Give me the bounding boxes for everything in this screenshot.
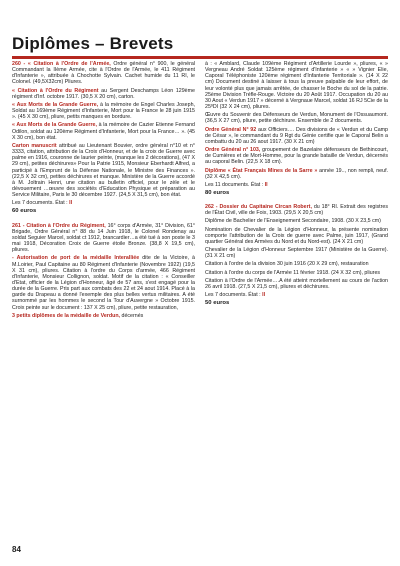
page-number: 84	[12, 545, 21, 554]
lot-262-item-6: Citation à l'ordre du corps de l'Armée 11 février 1918. (24 X 32 cm), pliures	[205, 269, 381, 276]
left-column	[12, 61, 195, 321]
lot-262-header: 262 - Dossier du Capitaine Circan Robert, du 18° RI. Extrait des registres de l'État Civil, ville de Foix, 1903. (29,5 X 20,5 cm)	[205, 204, 388, 217]
lot-262-price: 50 euros	[205, 300, 230, 307]
lot-262-item-4: Chevalier de la Légion d'Honneur Septembre 1917 (Ministère de la Guerre). (31 X 21 cm)	[205, 247, 388, 260]
lot-260-price: 60 euros	[12, 208, 37, 215]
lot-262-item-5: Citation à l'ordre de la division 30 juin 1916 (20 X 29 cm), restauration	[205, 261, 369, 268]
lot-262-condition: Les 7 documents. État : II	[205, 292, 266, 298]
lot-261-continued-3: Ordre Général N° 92 aux Officiers…. Des divisions de « Verdun et du Camp de César », le commandant du 9 Rgt du Génie certifie que le Caporal Belin a combattu du 20 au 26 aout 1917. (30 X 21 cm)	[205, 126, 388, 145]
page-title: Diplômes – Brevets	[12, 34, 174, 53]
lot-261-citation-1: 261 - Citation à l'Ordre du Régiment, 16° corps d'Armée, 31° Division, 61° Brigade, Ordre Général n° 88 du 14 Juin 1918, le Colonel Rondenay au soldat Seguier Marcel, soldat ct 1912, brancardier…a été tué à son poste le 3 mai 1918, Décoration Croix de Guerre étoile Bronze. (38,8 X 19,5 cm), pliures.	[12, 222, 195, 254]
lot-260-citation-3: « Aux Morts de la Grande Guerre, à la mémoire de Engel Charles Joseph, Soldat au 169ème Régiment d'Infanterie, Mort pour la France le 28 juin 1915 ». (45 X 30 cm), pliure, petits manques en bordure.	[12, 101, 195, 121]
lot-260-condition: Les 7 documents. État : II	[12, 200, 73, 207]
lot-261-condition: Les 11 documents. État : II	[205, 181, 268, 188]
lot-262-item-7: Citation à l'Ordre de l'Armée….A été atteint mortellement au cours de l'action 26 avril 1918. (27,5 X 21,5 cm), pliures et déchirures.	[205, 277, 388, 290]
lot-260-citation-5: Carton manuscrit attribué au Lieutenant Bouvier, ordre général n°10 et n° 3333, citation, attribution de la Croix d'Honneur, et de la croix de Guerre avec palme en 1916, couronne de laurier peinte, (manque les 2 décorations), (47 X 29 cm), petites déchirures» Pour la Patrie 1915, Monsieur Eberhardt Alfred, a participé à l'Emprunt de la Défense Nationale, le Ministre des Finances ». (22,5 X 32 cm), petites déchirures et manque. Ministère de la Guerre accordé à M. Joltrain Henri, une citation au bulletin officiel, pour le zèle et le dévouement …œuvre des sociétés d'Education Physique et préparation au Service Militaire, Paris le 30 décembre 1927. (24,5 X 31,5 cm), bon état.	[12, 142, 195, 199]
lot-260-citation-2: « Citation à l'Ordre du Régiment au Sergent Deschamps Léon 129ème régiment d'Inf. octobre 1917. (30,5 X 20 cm), carton.	[12, 87, 195, 100]
title-underline	[12, 56, 388, 59]
lot-261-citation-2: - Autorisation de port de la médaille Interalliée dite de la Victoire, à M.Loirier, Paul Capitaine au 80 Régiment d'Infanterie (Novembre 1922) (19,5 X 31 cm), pliures. Citation à l'ordre du Corps d'armée, 466 Régiment d'Infanterie, Monsieur Collignon, soldat. Motif de la citation : « Conseiller d'Etat, officier de la Légion d'Honneur, âgé de 57 ans, s'est engagé pour la durée de la Guerre. Pris part aux combats des 22 et 24 aout 1914. Placé à la garde du Drapeau a donné l'exemple des plus belles vertus militaires. A été surnommé par les hommes le second la Tour d'Auvergne » Octobre 1915. Croix peinte sur le document : 137 X 25 cm), pliure, petite restauration,	[12, 255, 195, 311]
lot-261-citation-3: 3 petits diplômes de la médaille de Verdun, décernés	[12, 312, 144, 319]
lot-262-item-3: Nomination de Chevalier de la Légion d'Honneur, la présente nomination comporte l'attribution de la Croix de guerre avec Palme, juin 1917, (Grand quartier Général des Armées du Nord et du Nord-est). (24 X 21 cm)	[205, 226, 388, 245]
right-column	[205, 61, 388, 314]
lot-261-continued-4: Ordre Général n° 103, groupement de Bazelaire défenseurs de Bethincourt, de Cumières et de Mort-Homme, pour la grande bataille de Verdun, décernés au caporal Belin. (22,5 X 18 cm).	[205, 147, 388, 166]
lot-262-item-2: Diplôme de Bachelier de l'Enseignement Secondaire, 1908. (30 X 23,5 cm)	[205, 218, 381, 225]
lot-260-citation-1: 260 - « Citation à l'Ordre de l'Armée, Ordre général n° 900, le général Commandant la IIème Armée, cite à l'Ordre de l'Armée, le 411 Régiment d'Infanterie », attribuée à Chochotte Sylvain. Cachet humide du 11 RI, le Colonel. (49,5X32cm) Pliures.	[12, 61, 195, 86]
lot-260-citation-4: « Aux Morts de la Grande Guerre, à la mémoire de Cazier Etienne Fernand Odilon, soldat au 120ème Régiment d'Infanterie, Mort pour la France… ». (45 X 30 cm), bon état.	[12, 122, 195, 141]
lot-261-price: 80 euros	[205, 189, 230, 196]
lot-261-continued-5: Diplôme « État Français Mines de la Sarre » année 19.., non rempli, neuf. (32 X 42,5 cm).	[205, 167, 389, 180]
lot-261-continued-1: à : « Amblard, Claude 109ème Régiment d'Artillerie Lourde », pliures, « » Vergneau André Soldat 125ème régiment d'Infanterie » « » Vignier Elie, Caporal Téléphoniste 120ème régiment d'Infanterie Territoriale ». (14 X 22 cm) Document destiné à laisser à tous la preuve palpable de leur effort, de leur volonté plus que jamais arrêtée, de chasser le Boche du sol de la patrie. 25ème Division Tréfle-Rouge. Victoire du 20 Août 1917. Occupation du 20 au 30 Aout « Verdun 1917 » décerné à Vergnaue Marcel, soldat 16 RJ 5Cie de la 25ºDI (32 X 24 cm), pliures.	[205, 61, 388, 111]
lot-261-continued-2: Œuvre du Souvenir des Défenseurs de Verdun, Monument de l'Ossuaumont. (36,5 X 27 cm), pliure, petite déchirure. Ensemble de 2 documents.	[205, 112, 388, 125]
